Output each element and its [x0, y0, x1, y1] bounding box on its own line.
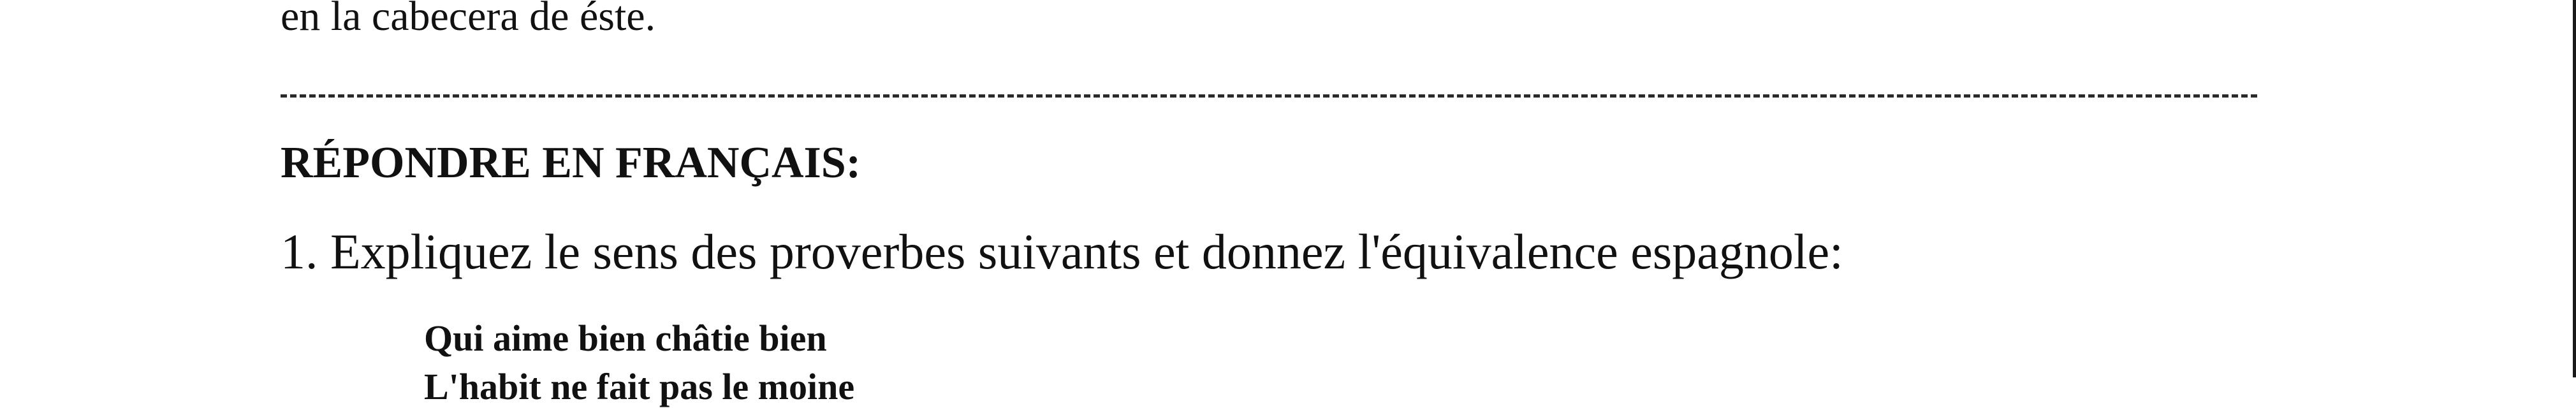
question-1: 1. Expliquez le sens des proverbes suivants et donnez l'équivalence espagnole:: [281, 224, 1843, 279]
dashed-separator: [281, 94, 2257, 98]
proverb-item: Qui aime bien châtie bien: [424, 317, 827, 359]
proverb-item: L'habit ne fait pas le moine: [424, 366, 855, 407]
section-heading: RÉPONDRE EN FRANÇAIS:: [281, 138, 861, 187]
page-edge-border: [2573, 0, 2576, 377]
previous-instruction-line: en la cabecera de éste.: [281, 0, 656, 40]
